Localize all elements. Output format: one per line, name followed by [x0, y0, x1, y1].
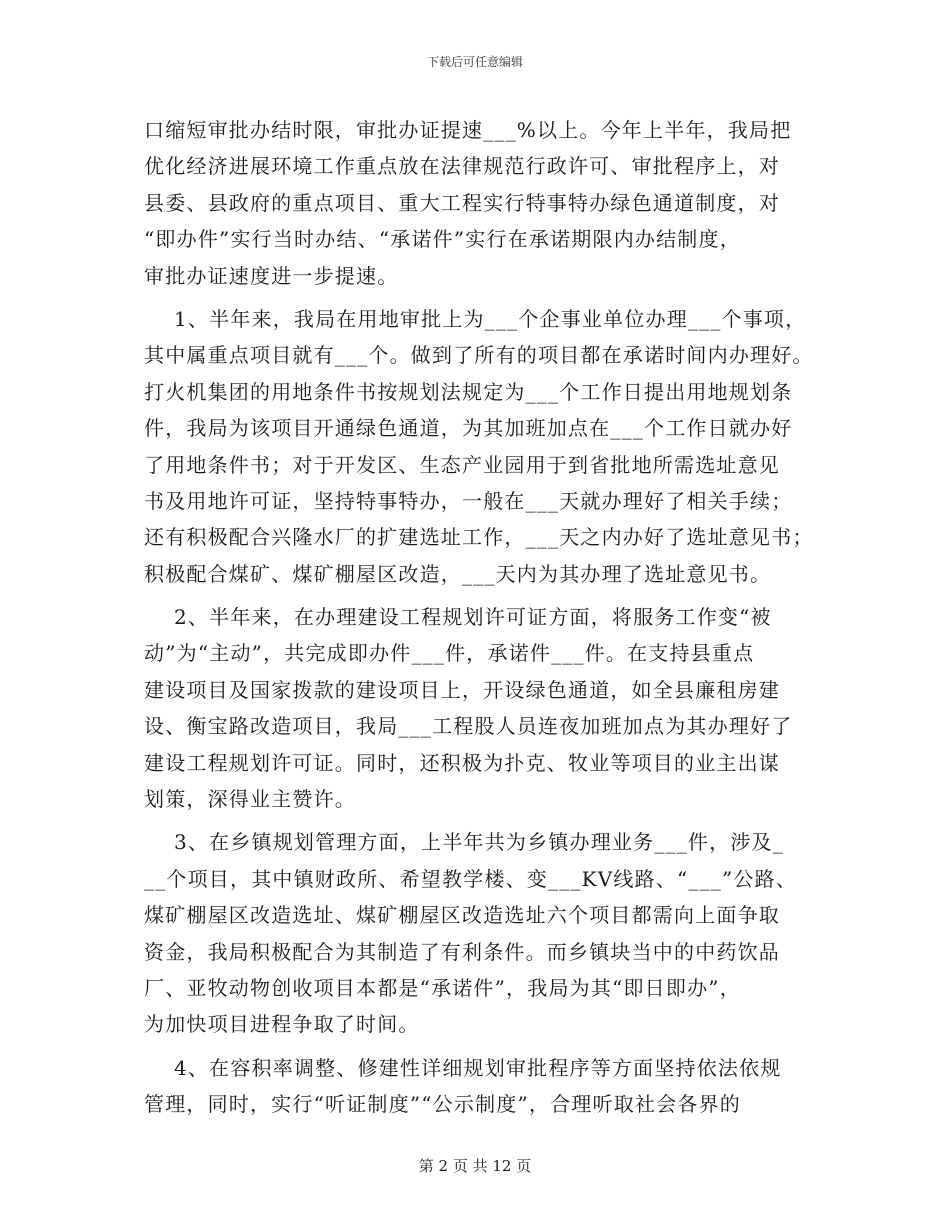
document-body: [144, 112, 824, 1123]
text-line: __个项目，其中镇财政所、希望教学楼、变___KV线路、“___”公路、: [144, 866, 798, 891]
text-line: 4、在容积率调整、修建性详细规划审批程序等方面坚持依法依规: [174, 1055, 782, 1080]
text-line: 还有积极配合兴隆水厂的扩建选址工作，___天之内办好了选址意见书；: [144, 525, 814, 550]
text-line: 建设工程规划许可证。同时，还积极为扑克、牧业等项目的业主出谋: [144, 750, 780, 775]
text-line: 2、半年来，在办理建设工程规划许可证方面，将服务工作变“被: [174, 605, 772, 630]
text-line: 动”为“主动”，共完成即办件___件，承诺件___件。在支持县重点: [144, 641, 755, 666]
text-line: 1、半年来，我局在用地审批上为___个企事业单位办理___个事项，: [174, 306, 807, 331]
text-line: “即办件”实行当时办结、“承诺件”实行在承诺期限内办结制度，: [144, 227, 741, 252]
text-line: 审批办证速度进一步提速。: [144, 263, 399, 288]
text-line: 划策，深得业主赞许。: [144, 787, 356, 812]
text-line: 其中属重点项目就有___个。做到了所有的项目都在承诺时间内办理好。: [144, 343, 814, 368]
paragraph-item-3: [144, 824, 824, 1042]
text-line: 厂、亚牧动物创收项目本都是“承诺件”，我局为其“即日即办”，: [144, 975, 741, 1000]
text-line: 县委、县政府的重点项目、重大工程实行特事特办绿色通道制度，对: [144, 190, 780, 215]
text-line: 口缩短审批办结时限，审批办证提速___%以上。今年上半年，我局把: [144, 118, 792, 142]
page-header-note: 下载后可任意编辑: [426, 55, 523, 69]
text-line: 积极配合煤矿、煤矿棚屋区改造，___天内为其办理了选址意见书。: [144, 561, 772, 586]
text-line: 煤矿棚屋区改造选址、煤矿棚屋区改造选址六个项目都需向上面争取: [144, 903, 780, 928]
text-line: 书及用地许可证，坚持特事特办，一般在___天就办理好了相关手续；: [144, 488, 793, 513]
text-line: 资金，我局积极配合为其制造了有利条件。而乡镇块当中的中药饮品: [144, 939, 780, 964]
page-number-footer: 第 2 页 共 12 页: [418, 1157, 532, 1175]
paragraph-item-4: [144, 1050, 824, 1123]
paragraph-item-1: [144, 301, 824, 592]
text-line: 打火机集团的用地条件书按规划法规定为___个工作日提出用地规划条: [144, 379, 793, 404]
text-line: 建设项目及国家拨款的建设项目上，开设绿色通道，如全县廉租房建: [144, 677, 780, 702]
text-line: 优化经济进展环境工作重点放在法律规范行政许可、审批程序上，对: [144, 154, 780, 179]
text-line: 管理，同时，实行“听证制度”“公示制度”，合理听取社会各界的: [144, 1092, 741, 1117]
paragraph-continuation: [144, 112, 824, 294]
paragraph-item-2: [144, 599, 824, 817]
text-line: 为加快项目进程争取了时间。: [144, 1012, 420, 1037]
text-line: 3、在乡镇规划管理方面，上半年共为乡镇办理业务___件，涉及_: [174, 830, 784, 855]
text-line: 设、衡宝路改造项目，我局___工程股人员连夜加班加点为其办理好了: [144, 714, 793, 739]
text-line: 了用地条件书；对于开发区、生态产业园用于到省批地所需选址意见: [144, 452, 780, 477]
text-line: 件，我局为该项目开通绿色通道，为其加班加点在___个工作日就办好: [144, 416, 793, 441]
